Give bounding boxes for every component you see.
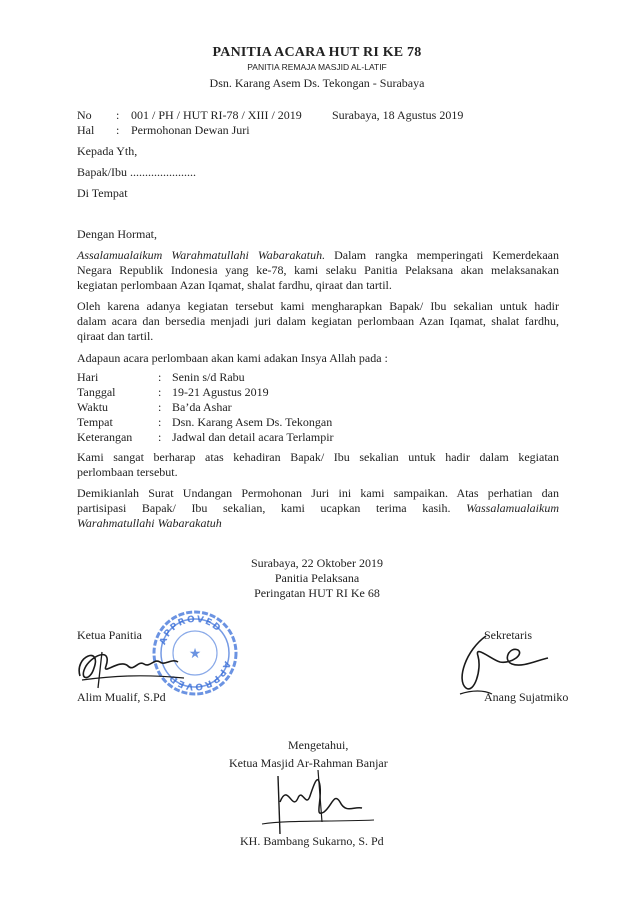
mengetahui-label: Mengetahui, (288, 738, 349, 752)
ketua-masjid-signature (258, 762, 378, 842)
ketua-panitia-name: Alim Mualif, S.Pd (77, 690, 166, 704)
greeting: Dengan Hormat, (77, 227, 157, 241)
ketua-panitia-signature (72, 636, 192, 696)
p1-line1: Dalam rangka memperingati Kemerdekaan (325, 248, 560, 262)
schedule-value: Jadwal dan detail acara Terlampir (172, 430, 334, 444)
p1-line3: kegiatan perlombaan Azan Iqamat, shalat fardhu, qiraat dan tartil. (77, 278, 392, 292)
sekretaris-title: Sekretaris (484, 628, 532, 642)
schedule-label: Tempat (77, 415, 113, 429)
salam-opening: Assalamualaikum Warahmatullahi Wabarakatuh. (77, 248, 326, 262)
paragraph-3: Adapaun acara perlombaan akan kami adakan Insya Allah pada : (77, 351, 388, 365)
schedule-colon: : (158, 430, 162, 444)
letter-subject: Permohonan Dewan Juri (131, 123, 250, 137)
paragraph-5 (77, 486, 559, 531)
svg-text:APPROVED: APPROVED (158, 614, 224, 647)
recipient-name: Bapak/Ibu ...................... (77, 165, 196, 179)
letter-address: Dsn. Karang Asem Ds. Tekongan - Surabaya (209, 76, 425, 90)
schedule-colon: : (158, 385, 162, 399)
schedule-value: Ba’da Ashar (172, 400, 232, 414)
salam-closing: Wassalamualaikum (466, 501, 559, 515)
closing-date: Surabaya, 22 Oktober 2019 (251, 556, 383, 570)
letter-title: PANITIA ACARA HUT RI KE 78 (212, 45, 422, 60)
ketua-masjid-name: KH. Bambang Sukarno, S. Pd (240, 834, 384, 848)
ketua-panitia-title: Ketua Panitia (77, 628, 142, 642)
svg-text:★: ★ (188, 646, 202, 662)
hal-colon: : (116, 123, 120, 137)
schedule-colon: : (158, 370, 162, 384)
paragraph-1 (77, 248, 559, 293)
schedule-label: Keterangan (77, 430, 133, 444)
p1-line2: Negara Republik Indonesia yang ke-78, kami selaku Panitia Pelaksana akan melaksanakan (77, 263, 559, 277)
p2-line1: Oleh karena adanya kegiatan tersebut kami mengharapkan Bapak/ Ibu sekalian untuk hadir (77, 299, 559, 313)
schedule-colon: : (158, 415, 162, 429)
ketua-masjid-title: Ketua Masjid Ar-Rahman Banjar (229, 756, 388, 770)
p2-line3: qiraat dan tartil. (77, 329, 154, 343)
p4-line1: Kami sangat berharap atas kehadiran Bapak/ Ibu sekalian untuk hadir dalam kegiatan (77, 450, 559, 464)
schedule-colon: : (158, 400, 162, 414)
p5-line2: partisipasi Bapak/ Ibu sekalian, kami ucapkan terima kasih. (77, 501, 467, 515)
sekretaris-name: Anang Sujatmiko (484, 690, 569, 704)
schedule-value: Senin s/d Rabu (172, 370, 245, 384)
schedule-value: 19-21 Agustus 2019 (172, 385, 269, 399)
p4-line2: perlombaan tersebut. (77, 465, 178, 479)
p5-line1: Demikianlah Surat Undangan Permohonan Juri ini kami sampaikan. Atas perhatian dan (77, 486, 559, 500)
p5-line3: Warahmatullahi Wabarakatuh (77, 516, 222, 530)
no-colon: : (116, 108, 120, 122)
p2-line2: dalam acara dan bersedia menjadi juri dalam kegiatan perlombaan Azan Iqamat, shalat fardhu, (77, 314, 559, 328)
schedule-label: Hari (77, 370, 99, 384)
recipient-place: Di Tempat (77, 186, 128, 200)
closing-event: Peringatan HUT RI Ke 68 (254, 586, 380, 600)
recipient-kepada: Kepada Yth, (77, 144, 138, 158)
paragraph-4 (77, 450, 559, 480)
closing-committee: Panitia Pelaksana (274, 571, 360, 585)
hal-label: Hal (77, 123, 95, 137)
paragraph-2 (77, 299, 559, 344)
no-label: No (77, 108, 92, 122)
schedule-value: Dsn. Karang Asem Ds. Tekongan (172, 415, 333, 429)
schedule-label: Tanggal (77, 385, 116, 399)
svg-text:APPROVED: APPROVED (166, 659, 232, 692)
schedule-label: Waktu (77, 400, 109, 414)
letter-number: 001 / PH / HUT RI-78 / XIII / 2019 (131, 108, 302, 122)
letter-subtitle: PANITIA REMAJA MASJID AL-LATIF (247, 62, 387, 72)
letter-place-date: Surabaya, 18 Agustus 2019 (332, 108, 464, 122)
